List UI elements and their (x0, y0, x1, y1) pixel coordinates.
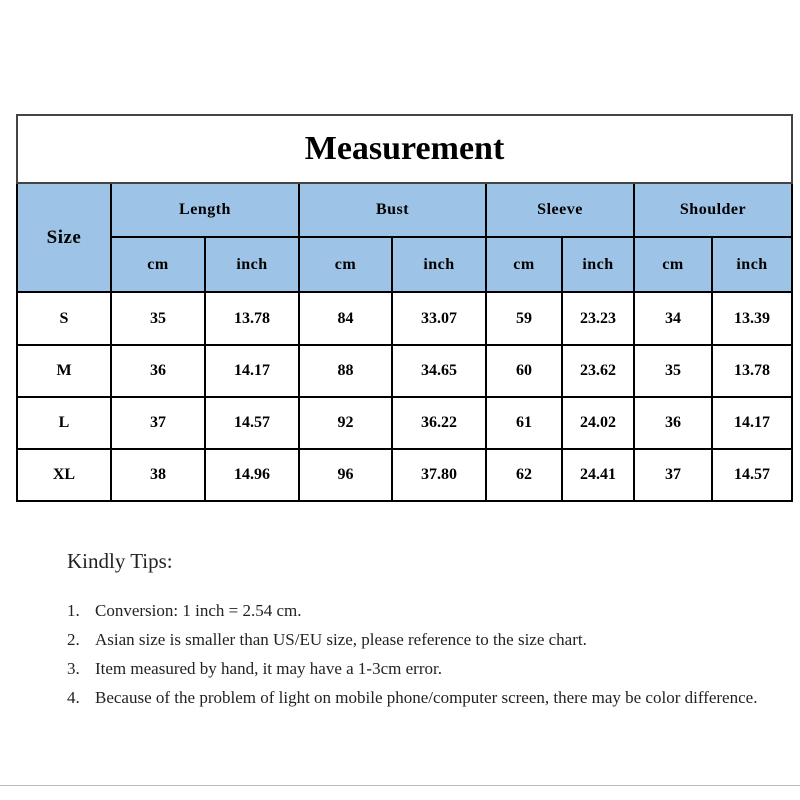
table-cell: 36 (634, 397, 712, 449)
size-cell: XL (17, 449, 111, 501)
size-cell: L (17, 397, 111, 449)
list-item (67, 654, 767, 683)
unit-header: inch (712, 237, 792, 292)
table-cell: 59 (486, 292, 562, 344)
table-row (17, 397, 792, 449)
list-item-text: Because of the problem of light on mobile phone/computer screen, there may be color difference. (95, 688, 758, 707)
shoulder-header: Shoulder (634, 183, 792, 237)
table-cell: 14.57 (712, 449, 792, 501)
table-title-row (17, 115, 792, 183)
tips-list (67, 596, 767, 712)
unit-header: inch (562, 237, 634, 292)
table-cell: 35 (111, 292, 205, 344)
table-cell: 38 (111, 449, 205, 501)
table-title: Measurement (17, 115, 792, 183)
table-cell: 88 (299, 345, 392, 397)
table-unit-row (17, 237, 792, 292)
length-header: Length (111, 183, 299, 237)
size-cell: M (17, 345, 111, 397)
list-item-text: Item measured by hand, it may have a 1-3cm error. (95, 659, 442, 678)
unit-header: inch (392, 237, 486, 292)
table-row (17, 449, 792, 501)
table-cell: 61 (486, 397, 562, 449)
list-item (67, 625, 767, 654)
table-cell: 14.96 (205, 449, 299, 501)
list-item-number: 1. (67, 601, 80, 620)
table-cell: 37 (634, 449, 712, 501)
table-cell: 62 (486, 449, 562, 501)
table-cell: 34.65 (392, 345, 486, 397)
table-cell: 13.78 (712, 345, 792, 397)
table-cell: 92 (299, 397, 392, 449)
table-cell: 36.22 (392, 397, 486, 449)
sleeve-header: Sleeve (486, 183, 634, 237)
tips-title: Kindly Tips: (67, 549, 173, 573)
table-cell: 14.17 (712, 397, 792, 449)
list-item-number: 4. (67, 688, 80, 707)
unit-header: cm (111, 237, 205, 292)
unit-header: cm (486, 237, 562, 292)
table-row (17, 292, 792, 344)
table-cell: 23.23 (562, 292, 634, 344)
list-item (67, 683, 767, 712)
table-cell: 36 (111, 345, 205, 397)
list-item-text: Conversion: 1 inch = 2.54 cm. (95, 601, 302, 620)
table-cell: 60 (486, 345, 562, 397)
table-header-row (17, 183, 792, 237)
table-row (17, 345, 792, 397)
size-cell: S (17, 292, 111, 344)
unit-header: cm (299, 237, 392, 292)
table-cell: 14.57 (205, 397, 299, 449)
table-cell: 14.17 (205, 345, 299, 397)
list-item (67, 596, 767, 625)
table-cell: 24.41 (562, 449, 634, 501)
list-item-text: Asian size is smaller than US/EU size, please reference to the size chart. (95, 630, 587, 649)
list-item-number: 3. (67, 659, 80, 678)
table-cell: 34 (634, 292, 712, 344)
table-cell: 35 (634, 345, 712, 397)
table-cell: 84 (299, 292, 392, 344)
table-cell: 96 (299, 449, 392, 501)
size-column-header: Size (17, 183, 111, 292)
table-cell: 33.07 (392, 292, 486, 344)
table-cell: 24.02 (562, 397, 634, 449)
table-cell: 13.78 (205, 292, 299, 344)
measurement-table (16, 114, 793, 502)
bust-header: Bust (299, 183, 486, 237)
unit-header: inch (205, 237, 299, 292)
table-cell: 13.39 (712, 292, 792, 344)
list-item-number: 2. (67, 630, 80, 649)
kindly-tips (67, 546, 767, 712)
unit-header: cm (634, 237, 712, 292)
divider (0, 785, 800, 786)
table-cell: 23.62 (562, 345, 634, 397)
table-cell: 37 (111, 397, 205, 449)
table-cell: 37.80 (392, 449, 486, 501)
